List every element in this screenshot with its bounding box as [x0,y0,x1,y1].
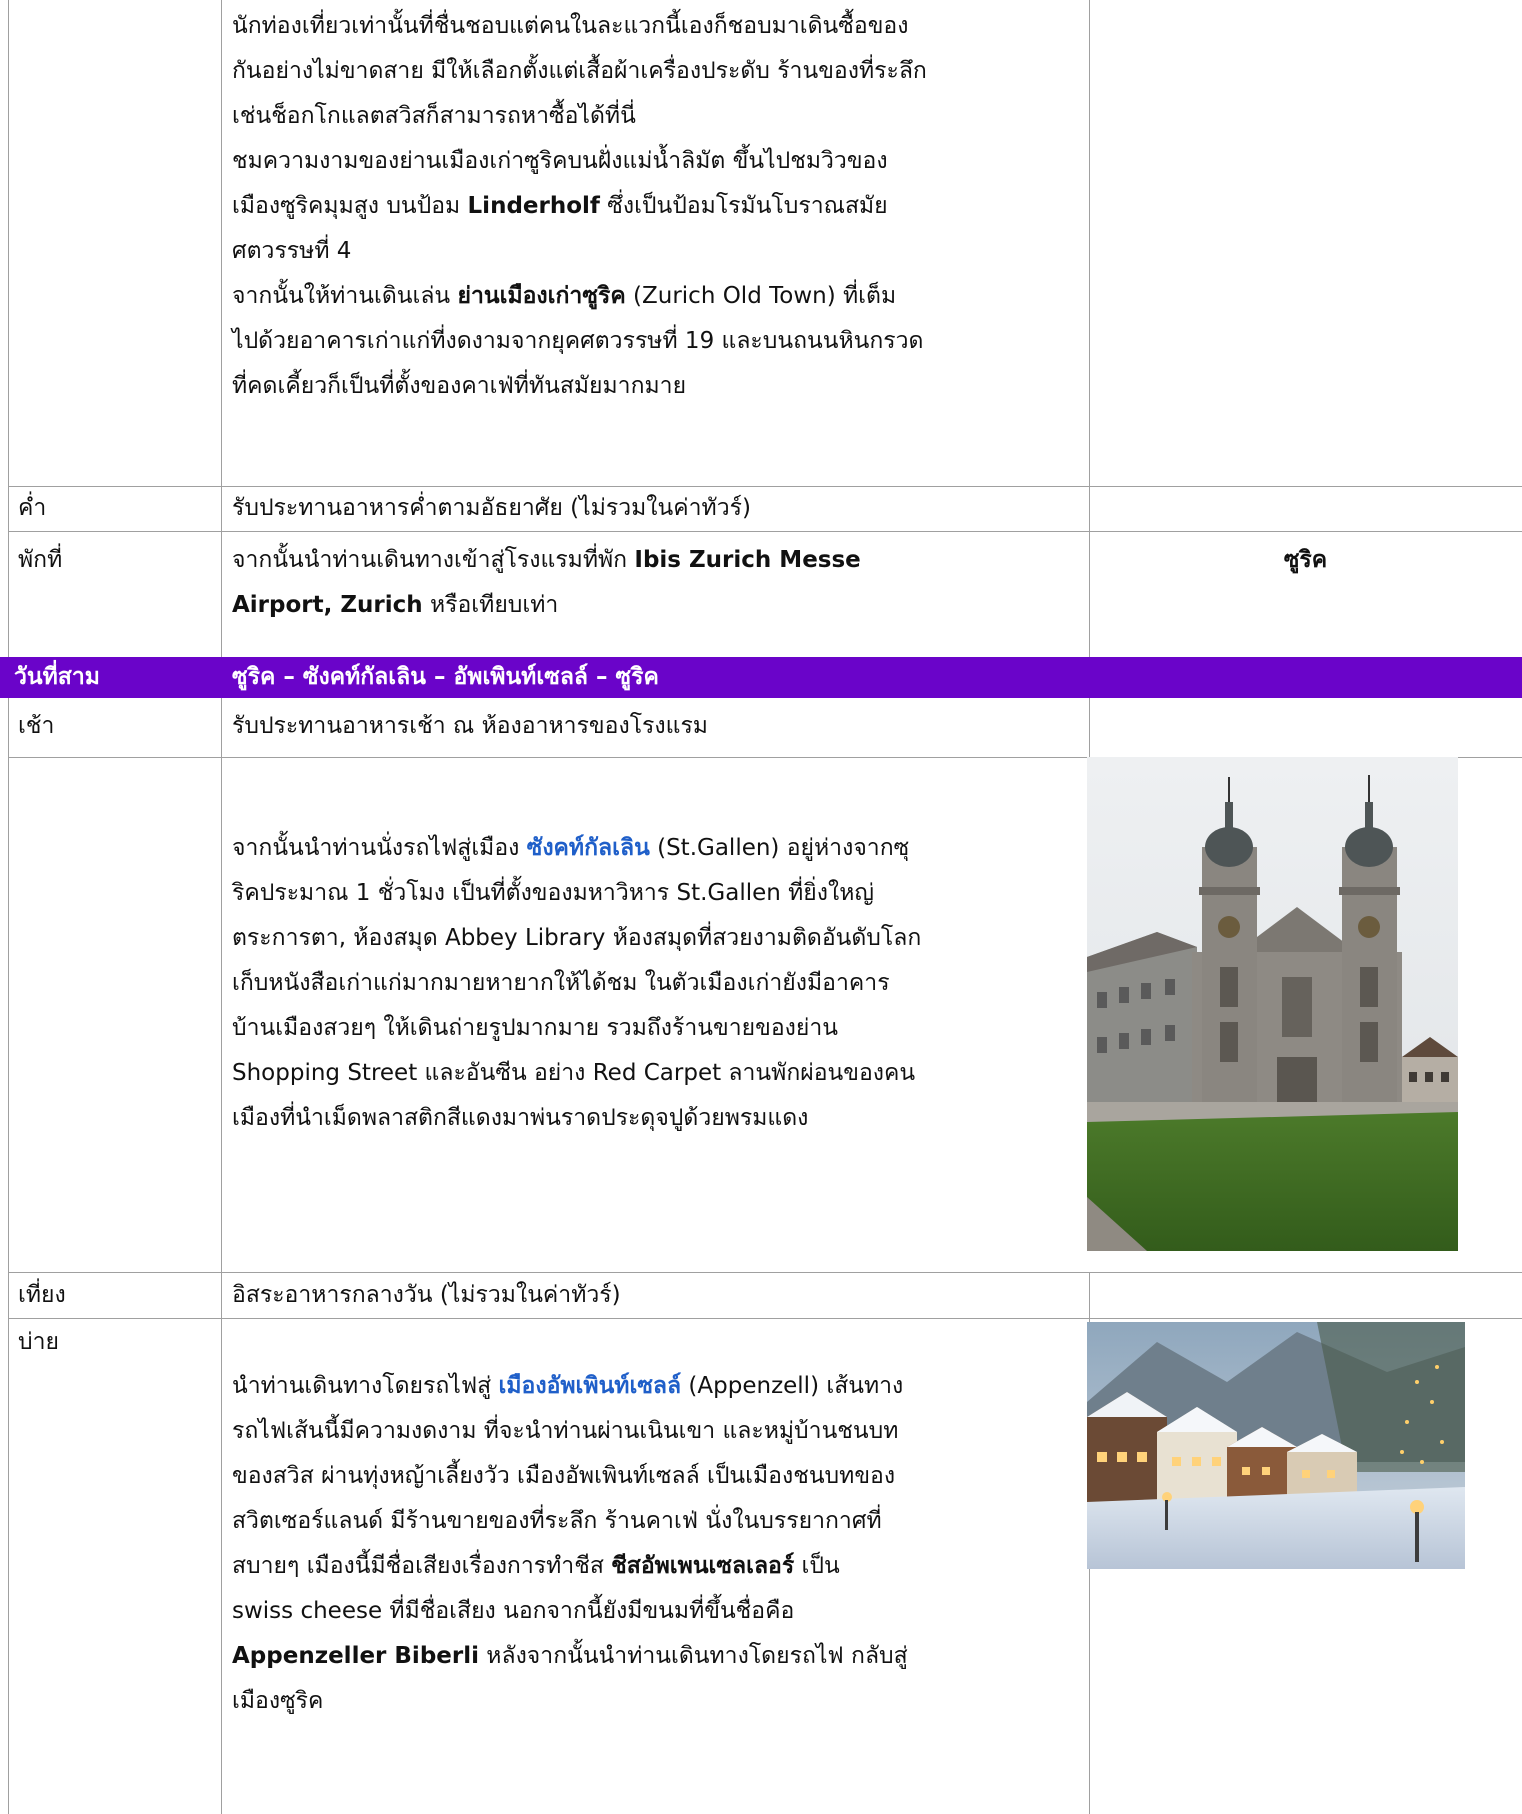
text-line: ของสวิส ผ่านทุ่งหญ้าเลี้ยงวัว เมืองอัพเพินท์เซลล์ เป็นเมืองชนบทของ [232,1463,896,1489]
table-divider [8,0,9,657]
itinerary-text-zurich [232,4,1082,409]
cheese-name: ชีสอัพเพนเซลเลอร์ [611,1553,795,1579]
village-illustration [1087,1322,1465,1569]
text-line: ศตวรรษที่ 4 [232,238,352,264]
stay-city: ซูริค [1283,547,1328,573]
text-line: จากนั้นให้ท่านเดินเล่น ย่านเมืองเก่าซูริค (Zurich Old Town) ที่เต็ม [232,283,897,309]
cathedral-illustration [1087,757,1458,1251]
meal-text-breakfast: รับประทานอาหารเช้า ณ ห้องอาหารของโรงแรม [232,713,708,739]
text-line: บ้านเมืองสวยๆ ให้เดินถ่ายรูปมากมาย รวมถึงร้านขายของย่าน [232,1015,839,1041]
text-line: สวิตเซอร์แลนด์ มีร้านขายของที่ระลึก ร้านคาเฟ่ นั่งในบรรยากาศที่ [232,1508,882,1534]
meal-label-lunch: เที่ยง [18,1282,66,1308]
text-line: สบายๆ เมืองนี้มีชื่อเสียงเรื่องการทำชีส ชีสอัพเพนเซลเลอร์ เป็น [232,1553,840,1579]
time-label-afternoon: บ่าย [18,1329,59,1355]
place-link[interactable]: ซังคท์กัลเลิน [526,835,650,861]
meal-label-breakfast: เช้า [18,713,55,739]
text-line: เก็บหนังสือเก่าแก่มากมายหายากให้ได้ชม ในตัวเมืองเก่ายังมีอาคาร [232,970,890,996]
text-line: รถไฟเส้นนี้มีความงดงาม ที่จะนำท่านผ่านเนินเขา และหมู่บ้านชนบท [232,1418,899,1444]
text-line: swiss cheese ที่มีชื่อเสียง นอกจากนี้ยังมีขนมที่ขึ้นชื่อคือ [232,1598,795,1624]
itinerary-text-appenzell [232,1364,1082,1724]
text-line: นักท่องเที่ยวเท่านั้นที่ชื่นชอบแต่คนในละแวกนี้เองก็ชอบมาเดินซื้อของ [232,13,909,39]
day-label: วันที่สาม [14,664,100,690]
table-divider [8,1318,1522,1319]
text-line: จากนั้นนำท่านนั่งรถไฟสู่เมือง ซังคท์กัลเลิน (St.Gallen) อยู่ห่างจากซุ [232,835,910,861]
dessert-name: Appenzeller Biberli [232,1643,479,1669]
table-divider [8,531,1522,532]
text-line: เมืองที่นำเม็ดพลาสติกสีแดงมาพ่นราดประดุจปูด้วยพรมแดง [232,1105,809,1131]
stay-label: พักที่ [18,547,63,573]
text-line: Shopping Street และอันซีน อย่าง Red Carpet ลานพักผ่อนของคน [232,1060,916,1086]
meal-text-dinner: รับประทานอาหารค่ำตามอัธยาศัย (ไม่รวมในค่าทัวร์) [232,495,751,521]
table-divider [221,0,222,1814]
hotel-name: Airport, Zurich [232,592,423,618]
stay-text: จากนั้นนำท่านเดินทางเข้าสู่โรงแรมที่พัก Ibis Zurich Messe Airport, Zurich หรือเทียบเท่า [232,547,861,618]
appenzell-photo [1087,1322,1465,1569]
table-divider [8,698,9,1814]
place-link[interactable]: เมืองอัพเพินท์เซลล์ [498,1373,682,1399]
meal-text-lunch: อิสระอาหารกลางวัน (ไม่รวมในค่าทัวร์) [232,1282,621,1308]
itinerary-text-stgallen [232,826,1082,1141]
text-line: เมืองซูริค [232,1688,324,1714]
day-route: ซูริค – ซังคท์กัลเลิน – อัพเพินท์เซลล์ – ซูริค [232,664,659,690]
text-line: เมืองซูริคมุมสูง บนป้อม Linderholf ซึ่งเป็นป้อมโรมันโบราณสมัย [232,193,888,219]
text-line: ชมความงามของย่านเมืองเก่าซูริคบนฝั่งแม่น้ำลิมัต ขึ้นไปชมวิวของ [232,148,888,174]
cathedral-photo [1087,757,1458,1251]
text-line: ที่คดเคี้ยวก็เป็นที่ตั้งของคาเฟ่ที่ทันสมัยมากมาย [232,373,687,399]
table-divider [1089,698,1090,757]
place-name: Linderholf [467,193,600,219]
text-line: ริคประมาณ 1 ชั่วโมง เป็นที่ตั้งของมหาวิหาร St.Gallen ที่ยิ่งใหญ่ [232,880,874,906]
day-header [0,657,1522,698]
meal-label-dinner: ค่ำ [18,495,47,521]
text-line: เช่นช็อกโกแลตสวิสก็สามารถหาซื้อได้ที่นี่ [232,103,636,129]
text-line: นำท่านเดินทางโดยรถไฟสู่ เมืองอัพเพินท์เซลล์ (Appenzell) เส้นทาง [232,1373,904,1399]
text-line: ไปด้วยอาคารเก่าแก่ที่งดงามจากยุคศตวรรษที่ 19 และบนถนนหินกรวด [232,328,924,354]
text-line: Appenzeller Biberli หลังจากนั้นนำท่านเดินทางโดยรถไฟ กลับสู่ [232,1643,908,1669]
hotel-name: Ibis Zurich Messe [634,547,861,573]
place-name: ย่านเมืองเก่าซูริค [457,283,626,309]
text-line: กันอย่างไม่ขาดสาย มีให้เลือกตั้งแต่เสื้อผ้าเครื่องประดับ ร้านของที่ระลึก [232,58,927,84]
text-line: ตระการตา, ห้องสมุด Abbey Library ห้องสมุดที่สวยงามติดอันดับโลก [232,925,922,951]
